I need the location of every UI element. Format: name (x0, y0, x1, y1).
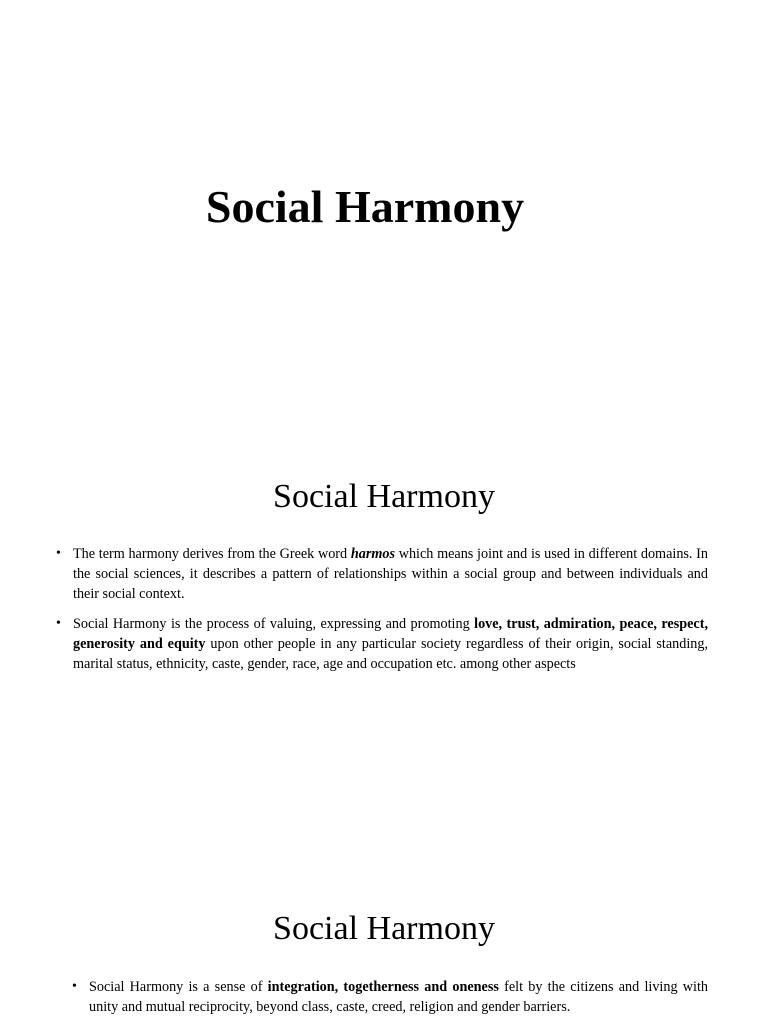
bullet-emphasis: harmos (350, 546, 395, 562)
bullet-text-end: felt by the citizens and living with unity and mutual reciprocity, beyond class, caste, creed, religion and gender barriers. (89, 979, 709, 1015)
slide-title: Social Harmony (273, 478, 495, 515)
slide-title: Social Harmony (273, 910, 495, 947)
bullet-emphasis: integration, togetherness and oneness (267, 979, 499, 995)
title-slide (0, 0, 768, 420)
bullet-text-start: The term harmony derives from the Greek word (73, 546, 351, 562)
bullet-item (56, 614, 708, 674)
bullet-item (56, 544, 708, 604)
bullet-dot-icon: • (72, 979, 77, 994)
content-slide-2 (0, 860, 768, 1024)
bullet-text-start: Social Harmony is the process of valuing, expressing and promoting (73, 616, 475, 632)
bullet-item (72, 977, 708, 1017)
bullet-text-start: Social Harmony is a sense of (89, 979, 268, 995)
bullet-emphasis: love, trust, admiration, peace, respect, generosity and equity (73, 616, 708, 652)
content-slide-1 (0, 420, 768, 860)
bullet-dot-icon: • (56, 546, 61, 561)
bullet-list (72, 977, 708, 1027)
bullet-text-end: which means joint and is used in different domains. In the social sciences, it describes a pattern of relationships within a social group and between individuals and their social context. (73, 546, 708, 602)
presentation-title: Social Harmony (205, 181, 525, 232)
bullet-dot-icon: • (56, 616, 61, 631)
bullet-text-end: upon other people in any particular society regardless of their origin, social standing, marital status, ethnicity, caste, gender, race, age and occupation etc. among other aspects (73, 636, 708, 672)
bullet-list (56, 544, 708, 684)
